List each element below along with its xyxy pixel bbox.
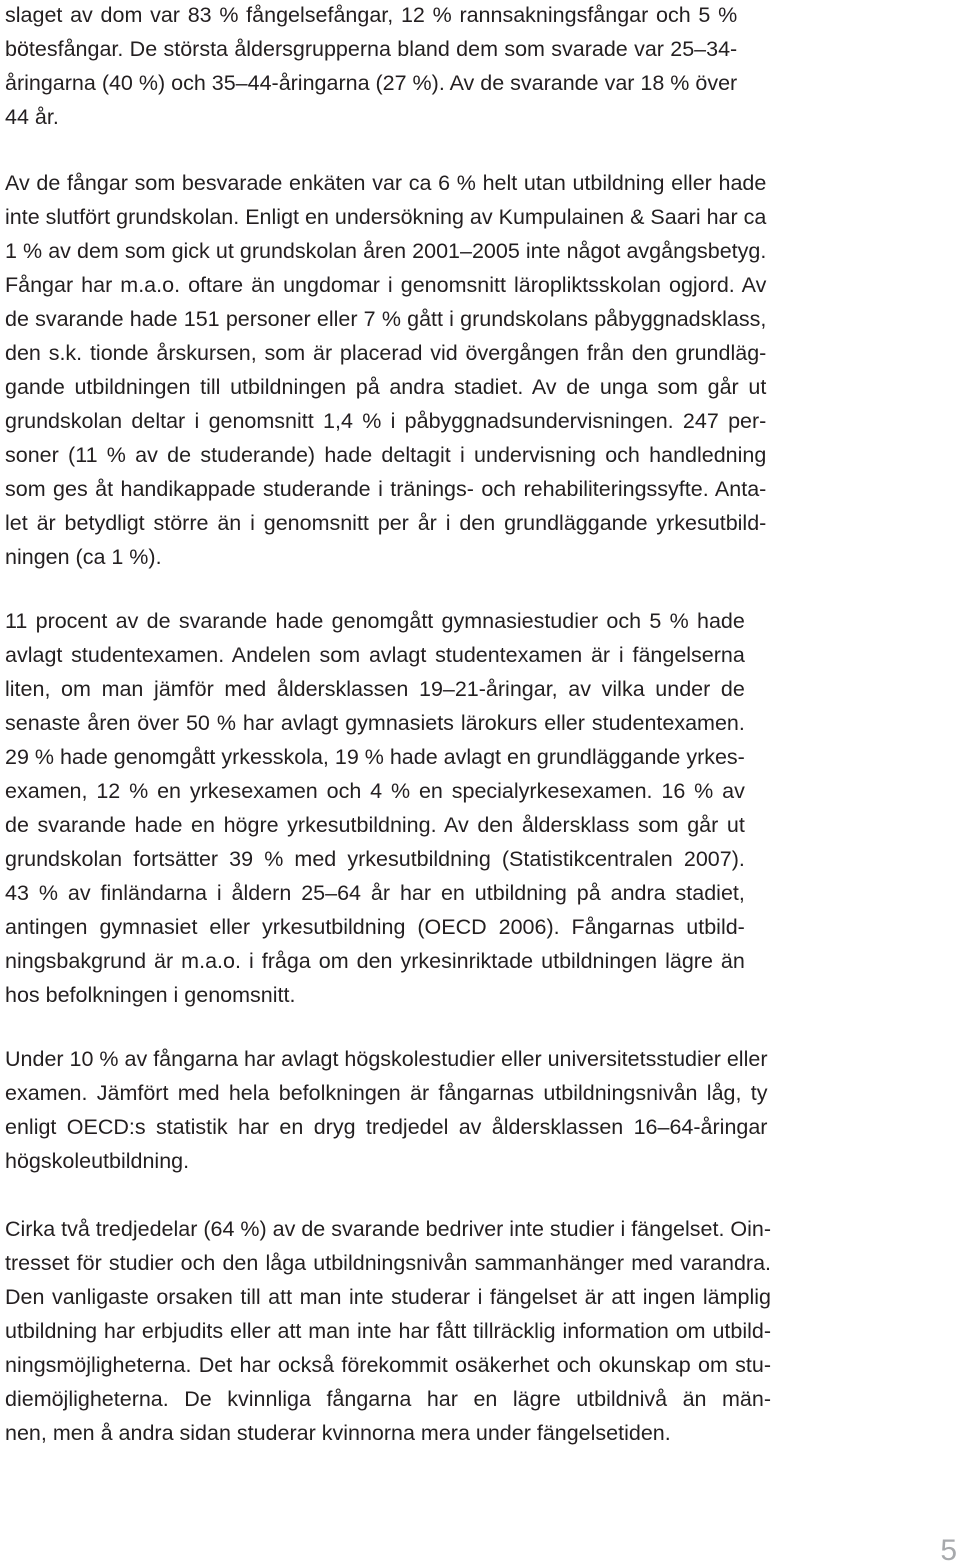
text-line: examen, 12 % en yrkesexamen och 4 % en specialyrkesexamen. 16 % av: [5, 779, 745, 803]
text-line: senaste åren över 50 % har avlagt gymnasiets lärokurs eller studentexamen.: [5, 711, 745, 735]
text-line: Cirka två tredjedelar (64 %) av de svarande bedriver inte studier i fängelset. Oin-: [5, 1217, 772, 1241]
text-line: grundskolan fortsätter 39 % med yrkesutbildning (Statistikcentralen 2007).: [5, 847, 745, 871]
paragraph-4: [5, 1042, 767, 1178]
paragraph-5: [5, 1212, 771, 1450]
text-line: utbildning har erbjudits eller att man inte har fått tillräcklig information om utbild-: [5, 1319, 772, 1343]
paragraph-3: [5, 604, 745, 1012]
text-line: 29 % hade genomgått yrkesskola, 19 % hade avlagt en grundläggande yrkes-: [5, 745, 745, 769]
text-line: 44 år.: [5, 105, 59, 129]
text-line: diemöjligheterna. De kvinnliga fångarna har en lägre utbildnivå än män-: [5, 1387, 772, 1411]
text-line: inte slutfört grundskolan. Enligt en undersökning av Kumpulainen & Saari har ca: [5, 205, 767, 229]
text-line: tresset för studier och den låga utbildningsnivån sammanhänger med varandra.: [5, 1251, 772, 1275]
paragraph-2: [5, 166, 766, 574]
text-line: Under 10 % av fångarna har avlagt högskolestudier eller universitetsstudier eller: [5, 1047, 768, 1071]
text-line: de svarande hade 151 personer eller 7 % gått i grundskolans påbyggnadsklass,: [5, 307, 767, 331]
text-line: 11 procent av de svarande hade genomgått gymnasiestudier och 5 % hade: [5, 609, 745, 633]
text-line: 1 % av dem som gick ut grundskolan åren 2001–2005 inte något avgångsbetyg.: [5, 239, 767, 263]
text-line: Av de fångar som besvarade enkäten var ca 6 % helt utan utbildning eller hade: [5, 171, 767, 195]
text-line: ningen (ca 1 %).: [5, 545, 162, 569]
text-line: som ges åt handikappade studerande i tränings- och rehabiliteringssyfte. Anta-: [5, 477, 767, 501]
text-line: 43 % av finländarna i åldern 25–64 år har en utbildning på andra stadiet,: [5, 881, 745, 905]
text-line: antingen gymnasiet eller yrkesutbildning (OECD 2006). Fångarnas utbild-: [5, 915, 745, 939]
text-line: Fångar har m.a.o. oftare än ungdomar i genomsnitt läropliktsskolan ogjord. Av: [5, 273, 767, 297]
text-line: soner (11 % av de studerande) hade deltagit i undervisning och handledning: [5, 443, 767, 467]
text-line: den s.k. tionde årskursen, som är placerad vid övergången från den grundläg-: [5, 341, 767, 365]
text-line: hos befolkningen i genomsnitt.: [5, 983, 296, 1007]
text-line: de svarande hade en högre yrkesutbildning. Av den åldersklass som går ut: [5, 813, 745, 837]
page-number: 5: [940, 1534, 957, 1567]
text-line: grundskolan deltar i genomsnitt 1,4 % i påbyggnadsundervisningen. 247 per-: [5, 409, 767, 433]
text-line: avlagt studentexamen. Andelen som avlagt studentexamen är i fängelserna: [5, 643, 745, 667]
text-line: nen, men å andra sidan studerar kvinnorna mera under fängelsetiden.: [5, 1421, 671, 1445]
text-line: let är betydligt större än i genomsnitt per år i den grundläggande yrkesutbild-: [5, 511, 767, 535]
text-line: enligt OECD:s statistik har en dryg tredjedel av åldersklassen 16–64-åringar: [5, 1115, 768, 1139]
text-line: bötesfångar. De största åldersgrupperna bland dem som svarade var 25–34-: [5, 37, 738, 61]
paragraph-1: [5, 0, 737, 134]
text-line: Den vanligaste orsaken till att man inte studerar i fängelset är att ingen lämplig: [5, 1285, 772, 1309]
text-line: ningsbakgrund är m.a.o. i fråga om den yrkesinriktade utbildningen lägre än: [5, 949, 745, 973]
text-line: examen. Jämfört med hela befolkningen är fångarnas utbildningsnivån låg, ty: [5, 1081, 768, 1105]
text-line: liten, om man jämför med åldersklassen 19–21-åringar, av vilka under de: [5, 677, 745, 701]
text-line: åringarna (40 %) och 35–44-åringarna (27 %). Av de svarande var 18 % över: [5, 71, 738, 95]
text-line: högskoleutbildning.: [5, 1149, 190, 1173]
text-line: ningsmöjligheterna. Det har också förekommit osäkerhet och okunskap om stu-: [5, 1353, 772, 1377]
text-line: gande utbildningen till utbildningen på andra stadiet. Av de unga som går ut: [5, 375, 767, 399]
text-line: slaget av dom var 83 % fångelsefångar, 12 % rannsakningsfångar och 5 %: [5, 3, 738, 27]
